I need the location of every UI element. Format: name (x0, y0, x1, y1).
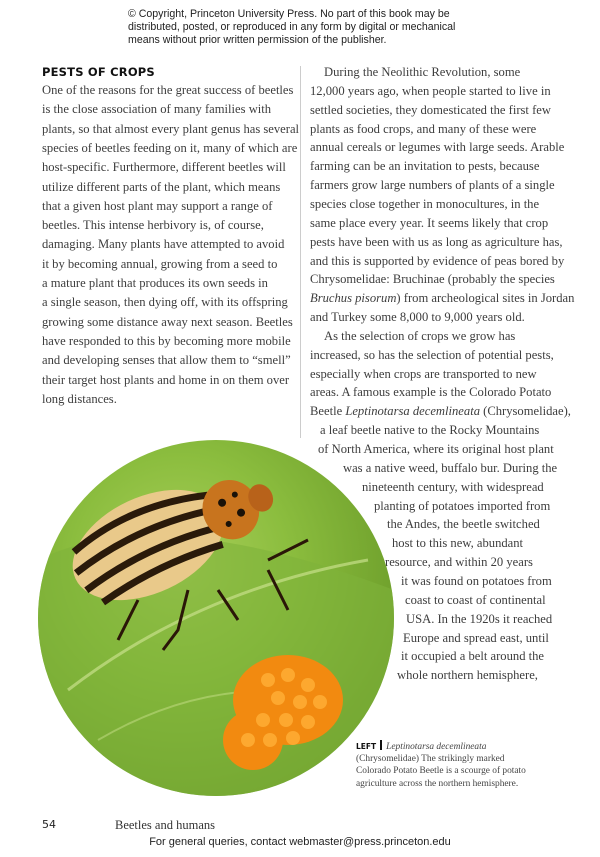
text-line (42, 82, 293, 98)
text-line (310, 215, 548, 231)
text-segment: host-specific. Furthermore, different beetles will (42, 160, 286, 175)
text-line (42, 314, 293, 330)
colorado-potato-beetle-image (38, 440, 394, 796)
italic-species-name: Leptinotarsa decemlineata (345, 404, 480, 419)
text-line (310, 234, 563, 250)
text-segment: plants, so that almost every plant genus has several (42, 121, 300, 136)
text-line (310, 253, 564, 269)
text-line (42, 333, 291, 349)
text-line (42, 236, 284, 252)
caption-separator (380, 740, 382, 750)
column-divider (300, 66, 301, 438)
page-number: 54 (42, 818, 56, 831)
running-title: Beetles and humans (115, 818, 215, 832)
text-segment: farming can be an invitation to pests, because (310, 159, 540, 174)
beetle-photo (38, 440, 394, 796)
text-line (42, 372, 289, 388)
text-line (392, 535, 523, 551)
text-line (310, 403, 571, 419)
text-segment: annual cereals or legumes with large seeds. Arable (310, 140, 565, 155)
text-segment: a mature plant that produces its own seeds in (42, 276, 268, 290)
text-line (406, 611, 552, 627)
text-segment: (Chrysomelidae), (480, 404, 571, 419)
text-segment: host to this new, abundant (392, 536, 524, 551)
text-segment: During the Neolithic Revolution, some (324, 65, 521, 79)
text-segment: that a given host plant may support a range of (42, 198, 273, 213)
text-segment: the Andes, the beetle switched (387, 517, 540, 532)
text-segment: farmers grow large numbers of plants of a single (310, 178, 555, 193)
text-segment: a single season, then dying off, with its offspring (42, 295, 288, 310)
text-segment: 12,000 years ago, when people started to live in (310, 83, 551, 98)
text-segment: especially when crops are transported to new (310, 366, 537, 381)
text-line (405, 592, 546, 608)
caption-text: (Chrysomelidae) The strikingly marked Colorado Potato Beetle is a scourge of potato agriculture across the northern hemisphere. (356, 754, 526, 789)
text-line (42, 256, 277, 272)
text-line (42, 179, 280, 195)
text-line (310, 177, 555, 193)
text-line (324, 328, 515, 344)
footer-contact: For general queries, contact webmaster@press.princeton.edu (149, 836, 451, 848)
text-segment: and developing senses that allow them to “smell” (42, 353, 291, 368)
text-segment: As the selection of crops we grow has (324, 328, 516, 343)
text-line (310, 347, 554, 363)
text-segment: Chrysomelidae: Bruchinae (probably the species (310, 272, 555, 287)
text-segment: and this is supported by evidence of peas bored by (310, 253, 565, 268)
text-segment: and Turkey some 8,000 to 9,000 years old. (310, 310, 525, 325)
text-segment: increased, so has the selection of potential pests, (310, 347, 554, 362)
text-line (310, 158, 539, 174)
text-segment: ) from archeological sites in Jordan (396, 291, 575, 306)
text-segment: utilize different parts of the plant, which means (42, 179, 281, 194)
photo-caption (356, 740, 536, 790)
text-line (318, 441, 554, 457)
caption-species: Leptinotarsa decemlineata (386, 742, 487, 752)
text-segment: species of beetles feeding on it, many of which are (42, 140, 298, 155)
text-segment: growing some distance away next season. Beetles (42, 314, 293, 329)
text-segment: USA. In the 1920s it reached (406, 611, 553, 626)
text-segment: resource, and within 20 years (385, 555, 533, 570)
text-segment: same place every year. It seems likely that crop (310, 215, 549, 230)
text-segment: whole northern hemisphere, (397, 668, 538, 683)
text-line (310, 271, 555, 287)
text-line (42, 121, 299, 137)
text-line (310, 102, 551, 118)
text-line (362, 479, 544, 495)
text-line (42, 391, 117, 407)
text-line (397, 667, 538, 683)
text-segment: it occupied a belt around the (401, 649, 545, 664)
text-line (374, 498, 550, 514)
text-line (42, 101, 271, 117)
text-line (387, 516, 540, 532)
italic-species-name: Bruchus pisorum (310, 291, 397, 306)
text-segment: it was found on potatoes from (401, 573, 552, 588)
text-line (310, 139, 564, 155)
copyright-notice: © Copyright, Princeton University Press. No part of this book may be distributed, posted, or reproduced in any form by digital or mechanical means without prior written permission of the publisher. (128, 8, 456, 46)
text-segment: plants as food crops, and many of these were (310, 121, 537, 136)
text-line (403, 630, 549, 646)
text-segment: areas. A famous example is the Colorado Potato (310, 385, 552, 400)
text-segment: Europe and spread east, until (403, 630, 549, 645)
text-segment: damaging. Many plants have attempted to avoid (42, 237, 285, 252)
text-line (310, 121, 536, 137)
text-line (343, 460, 557, 476)
text-segment: it by becoming annual, growing from a seed to (42, 256, 278, 271)
text-segment: have responded to this by becoming more mobile (42, 333, 291, 348)
text-segment: species close together in monocultures, in the (310, 196, 540, 211)
text-segment: settled societies, they domesticated the first few (310, 102, 551, 117)
text-line (42, 352, 291, 368)
text-line (42, 140, 297, 156)
text-line (324, 64, 520, 80)
text-line (401, 648, 544, 664)
text-line (310, 309, 525, 325)
text-segment: One of the reasons for the great success of beetles (42, 83, 294, 97)
text-segment: Beetle (310, 404, 346, 419)
text-line (385, 554, 533, 570)
text-line (310, 83, 551, 99)
section-heading: PESTS OF CROPS (42, 65, 155, 79)
text-segment: nineteenth century, with widespread (362, 479, 544, 494)
text-line (401, 573, 552, 589)
text-line (42, 159, 286, 175)
text-segment: was a native weed, buffalo bur. During the (343, 460, 558, 475)
text-line (310, 366, 537, 382)
text-segment: of North America, where its original host plant (318, 442, 554, 456)
caption-label: LEFT (356, 742, 377, 751)
text-segment: pests have been with us as long as agriculture has, (310, 234, 563, 249)
text-segment: planting of potatoes imported from (374, 498, 551, 513)
text-line (42, 217, 264, 233)
text-segment: long distances. (42, 391, 117, 406)
text-segment: beetles. This intense herbivory is, of course, (42, 218, 264, 233)
text-segment: their target host plants and home in on them over (42, 372, 290, 387)
text-line (310, 196, 539, 212)
text-line (42, 294, 288, 310)
text-line (320, 422, 539, 438)
text-line (310, 384, 551, 400)
text-segment: coast to coast of continental (405, 592, 546, 607)
text-segment: a leaf beetle native to the Rocky Mountains (320, 423, 540, 438)
text-segment: is the close association of many families with (42, 102, 272, 117)
text-line (310, 290, 574, 306)
text-line (42, 198, 272, 214)
text-line (42, 275, 268, 291)
